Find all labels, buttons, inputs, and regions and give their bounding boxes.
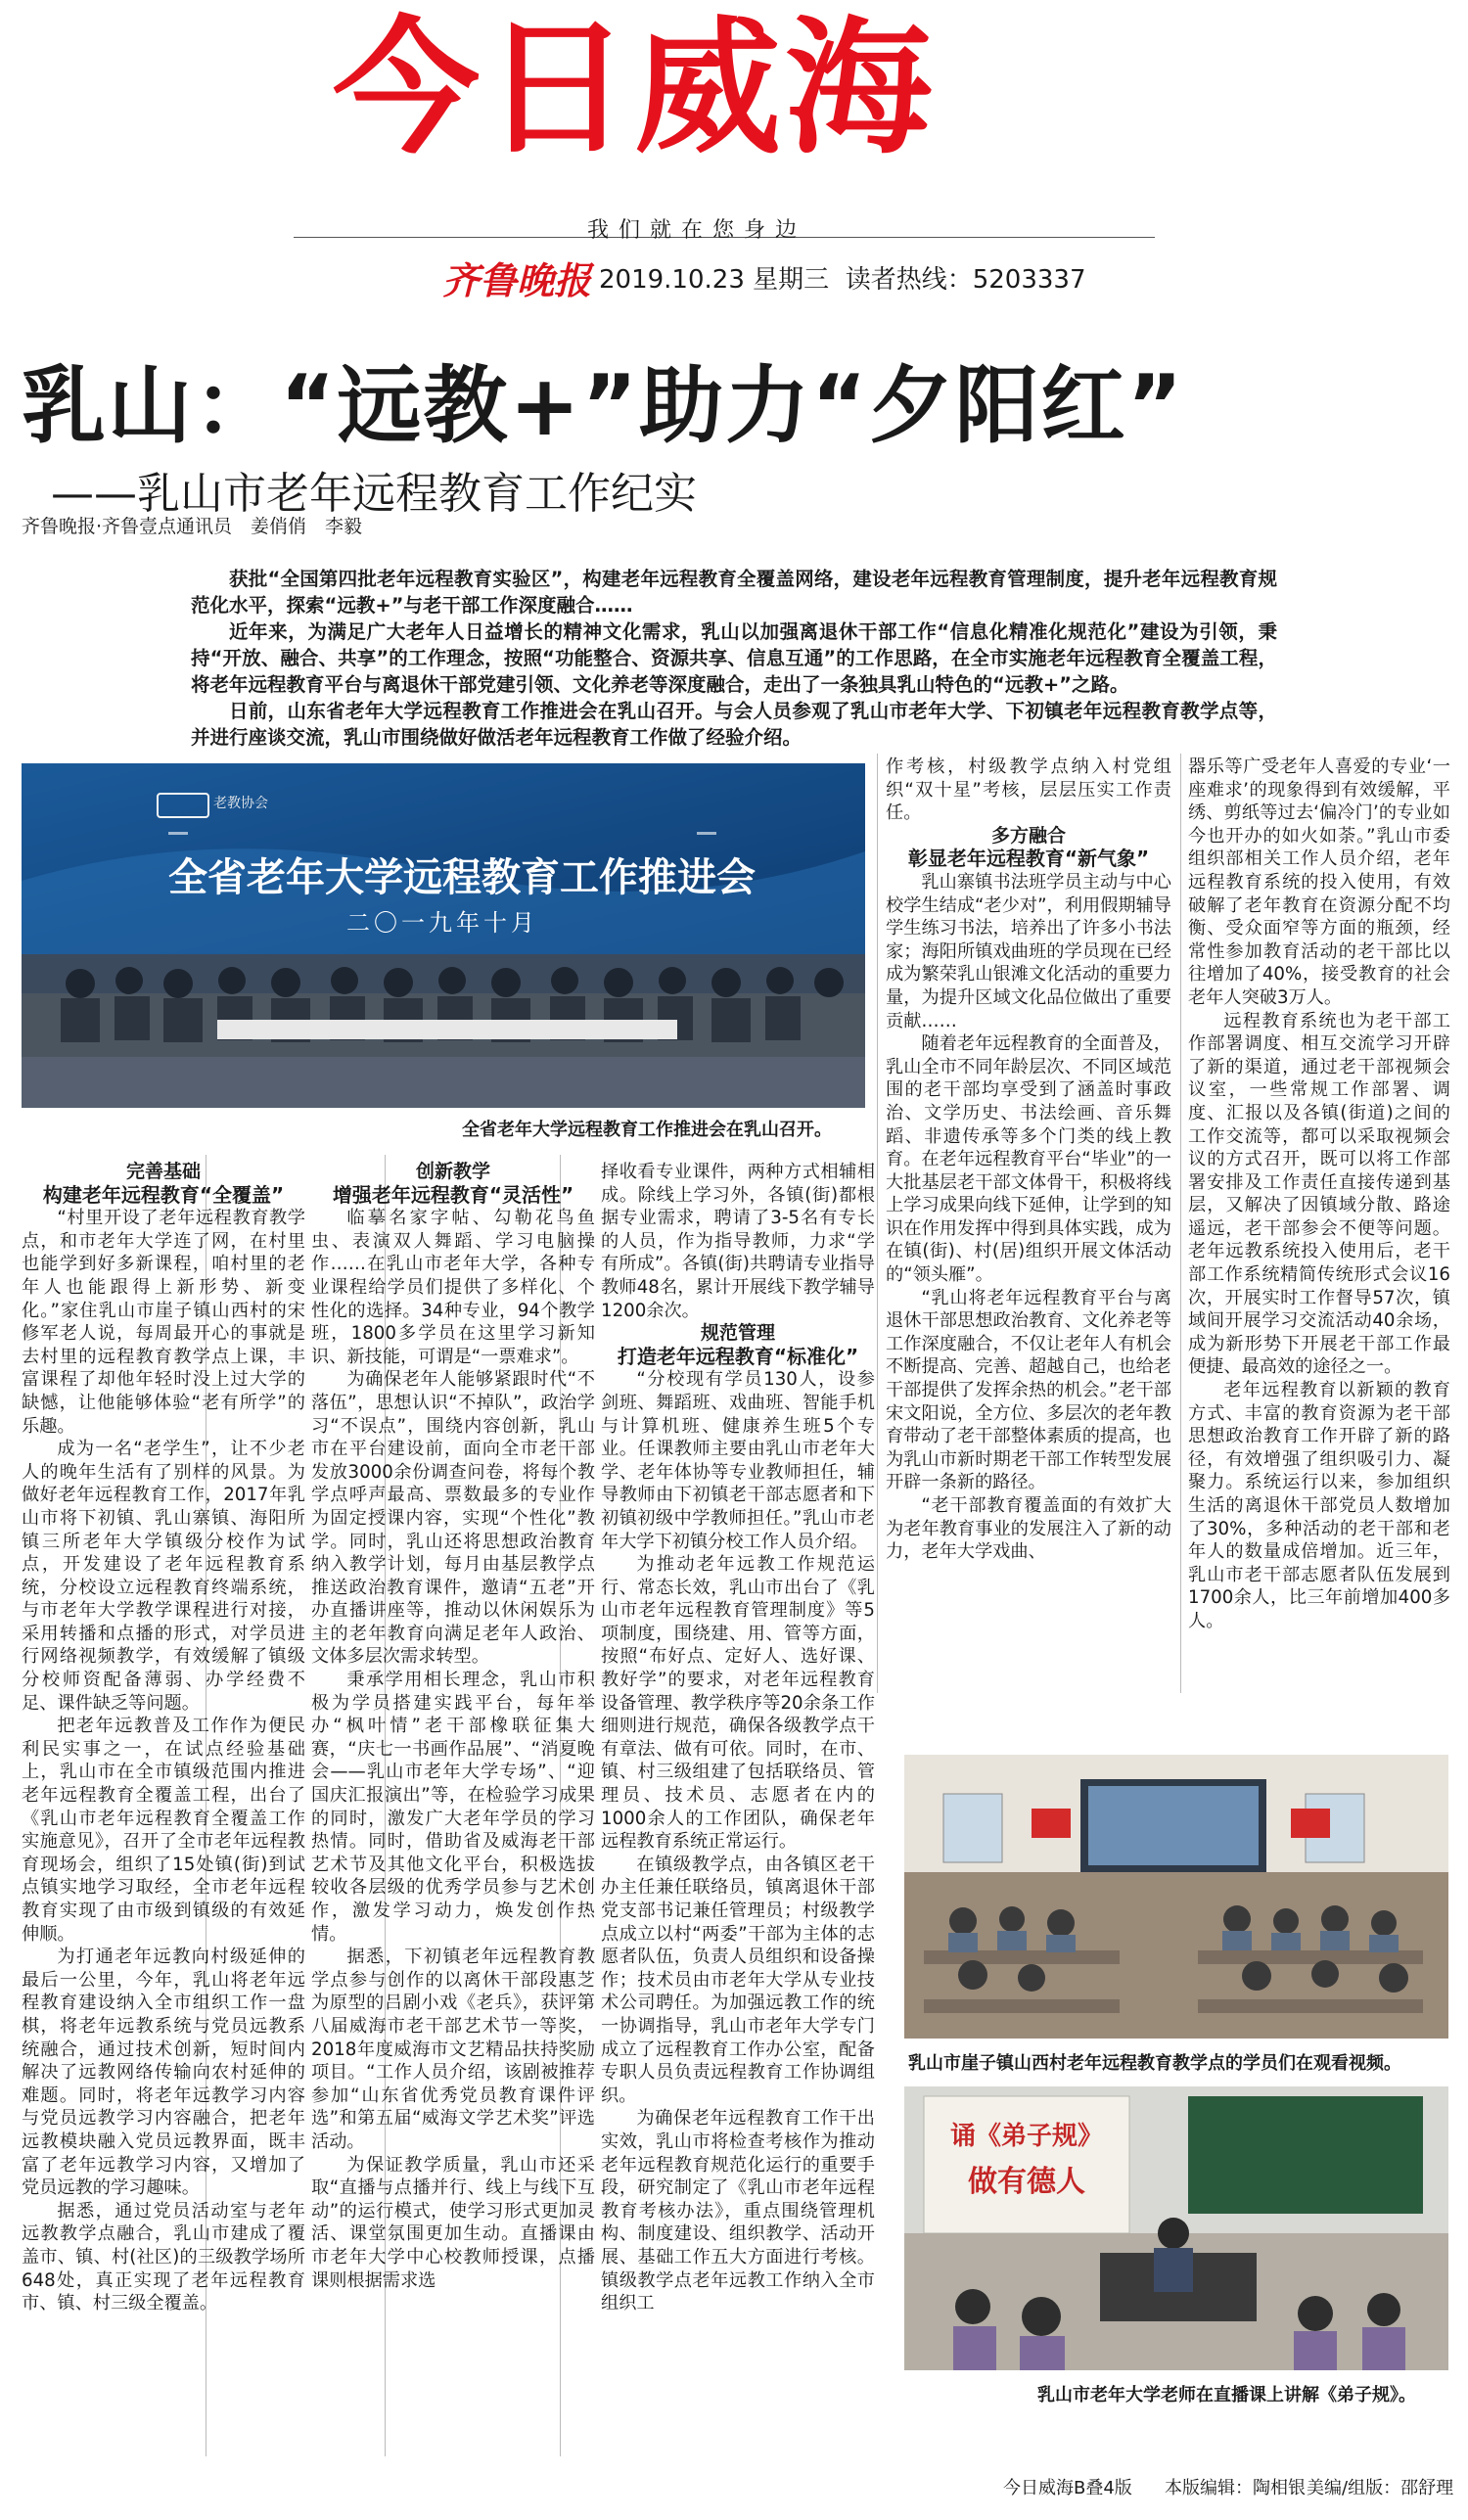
hotline-number: 5203337 bbox=[972, 265, 1086, 295]
body-paragraph: 成为一名“老学生”，让不少老人的晚年生活有了别样的风景。为做好老年远程教育工作，2017年乳山市将下初镇、乳山寨镇、海阳所镇三所老年大学镇级分校作为试点，开发建设了老年远程教育系统，分校设立远程教育终端系统，与市老年大学教学课程进行对接，采用转播和点播的形式，对学员进行网络视频教学，有效缓解了镇级分校师资配备薄弱、办学经费不足、课件缺乏等问题。 bbox=[22, 1439, 305, 1714]
sponsor-logo: 齐鲁晚报 bbox=[442, 258, 592, 302]
village-photo-caption: 乳山市崖子镇山西村老年远程教育教学点的学员们在观看视频。 bbox=[908, 2053, 1401, 2074]
teacher-livestream-photo bbox=[904, 2086, 1448, 2370]
lead-paragraph: 近年来，为满足广大老年人日益增长的精神文化需求，乳山以加强离退休干部工作“信息化精准化规范化”建设为引领，秉持“开放、融合、共享”的工作理念，按照“功能整合、资源共享、信息互通”的工作思路，在全市实施老年远程教育全覆盖工程，将老年远程教育平台与离退休干部党建引领、文化养老等深度融合，走出了一条独具乳山特色的“远教+”之路。 bbox=[191, 620, 1277, 696]
body-paragraph: 为确保老年人能够紧跟时代“不落伍”，思想认识“不掉队”，政治学习“不误点”，围绕内容创新，乳山市在平台建设前，面向全市老干部发放3000余份调查问卷，将每个教学点呼声最高、票数最多的专业作为固定授课内容，实现“个性化”教学。同时，乳山还将思想政治教育纳入教学计划，每月由基层教学点推送政治教育课件，邀请“五老”开办直播讲座等，推动以休闲娱乐为主的老年教育向满足老年人政治、文体多层次需求转型。 bbox=[311, 1369, 595, 1668]
body-paragraph: 据悉，通过党员活动室与老年远教教学点融合，乳山市建成了覆盖市、镇、村(社区)的三级教学场所648处，真正实现了老年远程教育市、镇、村三级全覆盖。 bbox=[22, 2200, 305, 2314]
column-rule bbox=[877, 754, 878, 1693]
meeting-banner-title: 全省老年大学远程教育工作推进会 bbox=[168, 855, 756, 900]
meeting-photo bbox=[22, 763, 865, 1108]
screen-title: 诵《弟子规》 bbox=[949, 2122, 1103, 2151]
body-paragraph: “老干部教育覆盖面的有效扩大为老年教育事业的发展注入了新的动力，老年大学戏曲、 bbox=[886, 1495, 1171, 1563]
column-rule bbox=[1180, 754, 1181, 1693]
hotline-label: 读者热线： bbox=[845, 265, 973, 295]
article-byline: 齐鲁晚报·齐鲁壹点通讯员 姜俏俏 李毅 bbox=[22, 516, 363, 537]
body-paragraph: “分校现有学员130人，设参剑班、舞蹈班、戏曲班、智能手机与计算机班、健康养生班5个专业。任课教师主要由乳山市老年大学、老年体协等专业教师担任，辅导教师由下初镇老干部志愿者和下初镇初级中学教师担任。”乳山市老年大学下初镇分校工作人员介绍。 bbox=[601, 1369, 875, 1552]
body-paragraph: 秉承学用相长理念，乳山市积极为学员搭建实践平台，每年举办“枫叶情”老干部橡联征集大赛，“庆七一书画作品展”、“消夏晚会——乳山市老年大学专场”、“迎国庆汇报演出”等，在检验学习成果的同时，激发广大老年学员的学习热情。同时，借助省及威海老干部艺术节及其他文化平台，积极选拔较收各层级的优秀学员参与艺术创作，激发学习动力，焕发创作热情。 bbox=[311, 1670, 595, 1945]
body-paragraph: 随着老年远程教育的全面普及，乳山全市不同年龄层次、不同区域范围的老干部均享受到了涵盖时事政治、文学历史、书法绘画、音乐舞蹈、非遗传承等多个门类的线上教育。在老年远程教育平台“毕业”的一大批基层老干部文体骨干，积极将线上学习成果向线下延伸，让学到的知识在作用发挥中得到具体实践，成为在镇(街)、村(居)组织开展文体活动的“领头雁”。 bbox=[886, 1033, 1171, 1286]
column-1 bbox=[22, 1161, 305, 2482]
dateline bbox=[599, 259, 1086, 296]
column-2 bbox=[311, 1161, 595, 2482]
body-paragraph: 为推动老年远教工作规范运行、常态长效，乳山市出台了《乳山市老年远程教育管理制度》等5项制度，围绕建、用、管等方面，按照“布好点、定好人、选好课、教好学”的要求，对老年远程教育设备管理、教学秩序等20余条工作细则进行规范，确保各级教学点干有章法、做有可依。同时，在市、镇、村三级组建了包括联络员、管理员、技术员、志愿者在内的1000余人的工作团队，确保老年远程教育系统正常运行。 bbox=[601, 1554, 875, 1853]
lead-paragraph: 获批“全国第四批老年远程教育实验区”，构建老年远程教育全覆盖网络，建设老年远程教育管理制度，提升老年远程教育规范化水平，探索“远教+”与老干部工作深度融合…… bbox=[191, 568, 1277, 617]
body-paragraph: 器乐等广受老年人喜爱的专业‘一座难求’的现象得到有效缓解，平绣、剪纸等过去‘偏冷门’的专业如今也开办的如火如荼。”乳山市委组织部相关工作人员介绍，老年远程教育系统的投入使用，有效破解了老年教育在资源分配不均衡、受众面窄等方面的瓶颈，经常性参加教育活动的老干部比以往增加了40%，接受教育的社会老年人突破3万人。 bbox=[1188, 756, 1450, 1008]
meeting-banner-date: 二〇一九年十月 bbox=[346, 909, 538, 937]
body-paragraph: 远程教育系统也为老干部工作部署调度、相互交流学习开辟了新的渠道，通过老干部视频会议室，一些常规工作部署、调度、汇报以及各镇(街道)之间的工作交流等，都可以采取视频会议的方式召开，既可以将工作部署安排及工作责任直接传递到基层，又解决了因镇域分散、路途遥远，老干部参会不便等问题。老年远教系统投入使用后，老干部工作系统精简传统形式会议16次，开展实时工作督导57次，镇域间开展学习交流活动40余场，成为新形势下开展老干部工作最便捷、最高效的途径之一。 bbox=[1188, 1010, 1450, 1378]
body-paragraph: 择收看专业课件，两种方式相辅相成。除线上学习外，各镇(街)都根据专业需求，聘请了3-5名有专长的人员，作为指导教师，力求“学有所成”。各镇(街)共聘请专业指导教师48名，累计开展线下教学辅导1200余次。 bbox=[601, 1162, 875, 1321]
article-title: 乳山：“远教+”助力“夕阳红” bbox=[22, 357, 1185, 455]
section-headline: 构建老年远程教育“全覆盖” bbox=[42, 1182, 285, 1207]
column-4 bbox=[886, 756, 1171, 1685]
body-paragraph: 在镇级教学点，由各镇区老干办主任兼任联络员，镇离退休干部党支部书记兼任管理员；村级教学点成立以村“两委”干部为主体的志愿者队伍，负责人员组织和设备操作；技术员由市老年大学从专业技术公司聘任。为加强远教工作的统一协调指导，乳山市老年大学专门成立了远程教育工作办公室，配备专职人员负责远程教育工作协调组织。 bbox=[601, 1854, 875, 2106]
meeting-logo-text: 老教协会 bbox=[213, 796, 268, 811]
body-paragraph: 据悉，下初镇老年远程教育教学点参与创作的以离休干部段惠芝为原型的吕剧小戏《老兵》，获评第八届威海市老干部艺术节一等奖，2018年度威海市文艺精品扶持奖励项目。“工作人员介绍，该剧被推荐参加“山东省优秀党员教育课件评选”和第五届“威海文学艺术奖”评选活动。 bbox=[311, 1947, 595, 2152]
page-designer: 美编/组版：邵舒理 bbox=[1307, 2478, 1454, 2498]
body-paragraph: “村里开设了老年远程教育教学点，和市老年大学连了网，在村里也能学到好多新课程，咱村里的老年人也能跟得上新形势、新变化。”家住乳山市崖子镇山西村的宋修军老人说，每周最开心的事就是去村里的远程教育教学点上课，丰富课程了却他年轻时没上过大学的缺憾，让他能够体验“老有所学”的乐趣。 bbox=[22, 1208, 305, 1437]
body-paragraph: “乳山将老年远程教育平台与离退休干部思想政治教育、文化养老等工作深度融合，不仅让老年人有机会不断提高、完善、超越自己，也给老干部提供了发挥余热的机会。”老干部宋文阳说，全方位、多层次的老年教育带动了老干部整体素质的提高，也为乳山市新时期老干部工作转型发展开辟一条新的路径。 bbox=[886, 1287, 1171, 1493]
section-kicker: 规范管理 bbox=[700, 1322, 775, 1345]
article-subtitle: ——乳山市老年远程教育工作纪实 bbox=[51, 469, 697, 519]
article-lead bbox=[191, 566, 1277, 751]
body-paragraph: 把老年远教普及工作作为便民利民实事之一，在试点经验基础上，乳山市在全市镇级范围内推进老年远程教育全覆盖工程，出台了《乳山市老年远程教育全覆盖工作实施意见》，召开了全市老年远程教育现场会，组织了15处镇(街)到试点镇实地学习取经，全市老年远程教育实现了由市级到镇级的有效延伸顺。 bbox=[22, 1716, 305, 1945]
village-classroom-photo bbox=[904, 1755, 1448, 2039]
page-editor: 本版编辑：陶相银 bbox=[1165, 2478, 1306, 2498]
body-paragraph: 临摹名家字帖、勾勒花鸟鱼虫、表演双人舞蹈、学习电脑操作……在乳山市老年大学，各种专业课程给学员们提供了多样化、个性化的选择。34种专业，94个教学班，1800多学员在这里学习新知识、新技能，可谓是“一票难求”。 bbox=[311, 1208, 595, 1367]
body-paragraph: 作考核，村级教学点纳入村党组织“双十星”考核，层层压实工作责任。 bbox=[886, 756, 1171, 824]
body-paragraph: 为保证教学质量，乳山市还采取“直播与点播并行、线上与线下互动”的运行模式，使学习形式更加灵活、课堂氛围更加生动。直播课由市老年大学中心校教师授课，点播课则根据需求选 bbox=[311, 2154, 595, 2291]
section-headline: 打造老年远程教育“标准化” bbox=[617, 1344, 859, 1368]
body-paragraph: 为确保老年远程教育工作干出实效，乳山市将检查考核作为推动老年远程教育规范化运行的重要手段，研究制定了《乳山市老年远程教育考核办法》，重点围绕管理机构、制度建设、组织教学、活动开展、基础工作五大方面进行考核。镇级教学点老年远教工作纳入全市组织工 bbox=[601, 2108, 875, 2314]
body-paragraph: 老年远程教育以新颖的教育方式、丰富的教育资源为老干部思想政治教育工作开辟了新的路径，有效增强了组织吸引力、凝聚力。系统运行以来，参加组织生活的离退休干部党员人数增加了30%，多种活动的老干部和老年人的数量成倍增加。近三年，乳山市老干部志愿者队伍发展到1700余人，比三年前增加400多人。 bbox=[1188, 1380, 1450, 1631]
newspaper-brand: 今日威海 bbox=[333, 4, 937, 174]
issue-weekday: 星期三 bbox=[753, 265, 830, 295]
page-number: 今日威海B叠4版 bbox=[1003, 2478, 1132, 2498]
meeting-photo-caption: 全省老年大学远程教育工作推进会在乳山召开。 bbox=[462, 1120, 832, 1140]
body-paragraph: 为打通老年远教向村级延伸的最后一公里，今年，乳山将老年远程教育建设纳入全市组织工作一盘棋，将老年远教系统与党员远教系统融合，通过技术创新，短时间内解决了远教网络传输向农村延伸的难题。同时，将老年远教学习内容与党员远教学习内容融合，把老年远教模块融入党员远教界面，既丰富了老年远教学习内容，又增加了党员远教的学习趣味。 bbox=[22, 1947, 305, 2199]
section-headline: 增强老年远程教育“灵活性” bbox=[332, 1182, 574, 1207]
lead-paragraph: 日前，山东省老年大学远程教育工作推进会在乳山召开。与会人员参观了乳山市老年大学、下初镇老年远程教育教学点等，并进行座谈交流，乳山市围绕做好做活老年远程教育工作做了经验介绍。 bbox=[191, 700, 1277, 749]
issue-date: 2019.10.23 bbox=[599, 265, 745, 295]
section-headline: 彰显老年远程教育“新气象” bbox=[907, 847, 1150, 871]
column-5 bbox=[1188, 756, 1450, 1685]
column-3 bbox=[601, 1161, 875, 2482]
screen-subtitle: 做有德人 bbox=[968, 2165, 1085, 2199]
meeting-logo-icon bbox=[157, 793, 209, 818]
section-kicker: 完善基础 bbox=[125, 1161, 201, 1182]
teacher-photo-caption: 乳山市老年大学老师在直播课上讲解《弟子规》。 bbox=[1037, 2385, 1416, 2405]
masthead-slogan: 我们就在您身边 bbox=[587, 218, 807, 243]
section-kicker: 多方融合 bbox=[990, 824, 1066, 847]
body-paragraph: 乳山寨镇书法班学员主动与中心校学生结成“老少对”，利用假期辅导学生练习书法，培养出了许多小书法家；海阳所镇戏曲班的学员现在已经成为繁荣乳山银滩文化活动的重要力量，为提升区域文化品位做出了重要贡献…… bbox=[886, 871, 1171, 1031]
section-kicker: 创新教学 bbox=[415, 1161, 490, 1182]
